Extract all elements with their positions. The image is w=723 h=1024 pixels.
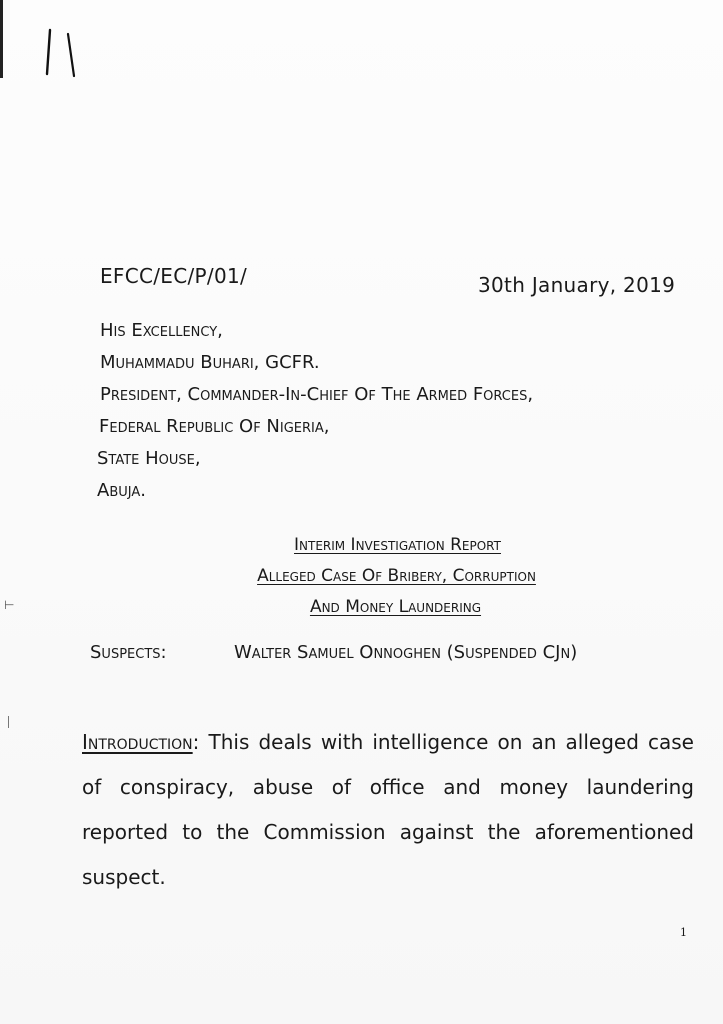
suspects-label: Suspects: [90, 642, 167, 663]
scan-edge-mark [0, 0, 3, 78]
title-line: And Money Laundering [309, 597, 482, 617]
introduction-paragraph [82, 720, 694, 900]
addressee-block [97, 315, 534, 507]
addressee-line: Muhammadu Buhari, GCFR. [100, 352, 320, 373]
addressee-line: Federal Republic Of Nigeria, [99, 416, 330, 437]
title-line: Alleged Case Of Bribery, Corruption [257, 566, 536, 586]
report-title [0, 530, 723, 623]
handwritten-mark [44, 28, 84, 78]
addressee-line: President, Commander-In-Chief Of The Armed Forces, [100, 384, 534, 405]
addressee-line: His Excellency, [100, 320, 223, 341]
page-number: 1 [680, 926, 687, 939]
introduction-text: This deals with intelligence on an alleged case of conspiracy, abuse of office and money laundering reported to the Commission against the aforementioned suspect. [82, 730, 694, 889]
letter-date: 30th January, 2019 [478, 273, 676, 297]
introduction-heading: Introduction [82, 730, 193, 754]
title-line: Interim Investigation Report [294, 535, 501, 555]
reference-number: EFCC/EC/P/01/ [100, 264, 248, 288]
introduction-separator: : [192, 730, 209, 754]
suspects-value: Walter Samuel Onnoghen (Suspended CJn) [234, 642, 578, 663]
stray-mark: ⊢ [4, 598, 15, 612]
stray-tick [8, 716, 9, 728]
addressee-line: Abuja. [97, 480, 146, 501]
addressee-line: State House, [97, 448, 201, 469]
